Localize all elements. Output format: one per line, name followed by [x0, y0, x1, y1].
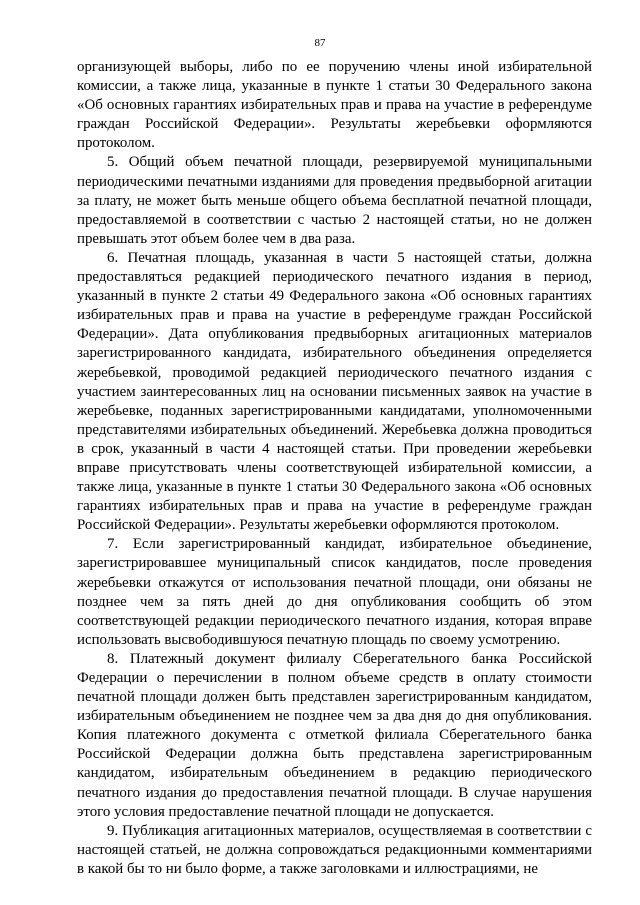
paragraph-9: 9. Публикация агитационных материалов, осуществляемая в соответствии с настоящей статьей, не должна сопровождаться редакционными комментариями в какой бы то ни было форме, а также заголовками и иллюстрациями, не: [77, 822, 592, 877]
document-body: [77, 58, 592, 879]
paragraph-continuation: организующей выборы, либо по ее поручению члены иной избирательной комиссии, а также лица, указанные в пункте 1 статьи 30 Федерального закона «Об основных гарантиях избирательных прав и права на участие в референдуме граждан Российской Федерации». Результаты жеребьевки оформляются протоколом.: [77, 59, 592, 152]
paragraph-8: 8. Платежный документ филиалу Сберегательного банка Российской Федерации о перечислении в полном объеме средств в оплату стоимости печатной площади должен быть представлен зарегистрированным кандидатом, избирательным объединением не позднее чем за два дня до дня опубликования. Копия платежного документа с отметкой филиала Сберегательного банка Российской Федерации должна быть представлена зарегистрированным кандидатом, избирательным объединением в редакцию периодического печатного издания до предоставления печатной площади. В случае нарушения этого условия предоставление печатной площади не допускается.: [77, 650, 592, 820]
paragraph-6: 6. Печатная площадь, указанная в части 5 настоящей статьи, должна предоставляться редакцией периодического печатного издания в период, указанный в пункте 2 статьи 49 Федерального закона «Об основных гарантиях избирательных прав и права на участие в референдуме граждан Российской Федерации». Дата опубликования предвыборных агитационных материалов зарегистрированного кандидата, избирательного объединения определяется жеребьевкой, проводимой редакцией периодического печатного издания с участием заинтересованных лиц на основании письменных заявок на участие в жеребьевке, поданных зарегистрированными кандидатами, уполномоченными представителями избирательных объединений. Жеребьевка должна проводиться в срок, указанный в части 4 настоящей статьи. При проведении жеребьевки вправе присутствовать члены соответствующей избирательной комиссии, а также лица, указанные в пункте 1 статьи 30 Федерального закона «Об основных гарантиях избирательных прав и права на участие в референдуме граждан Российской Федерации». Результаты жеребьевки оформляются протоколом.: [77, 249, 592, 534]
page-number: 87: [314, 37, 326, 49]
paragraph-7: 7. Если зарегистрированный кандидат, избирательное объединение, зарегистрировавшее муниципальный список кандидатов, после проведения жеребьевки откажутся от использования печатной площади, они обязаны не позднее чем за пять дней до дня опубликования сообщить об этом соответствующей редакции периодического печатного издания, которая вправе использовать высвободившуюся печатную площадь по своему усмотрению.: [77, 536, 592, 648]
paragraph-5: 5. Общий объем печатной площади, резервируемой муниципальными периодическими печатными изданиями для проведения предвыборной агитации за плату, не может быть меньше общего объема бесплатной печатной площади, предоставляемой в соответствии с частью 2 настоящей статьи, но не должен превышать этот объем более чем в два раза.: [77, 154, 592, 247]
